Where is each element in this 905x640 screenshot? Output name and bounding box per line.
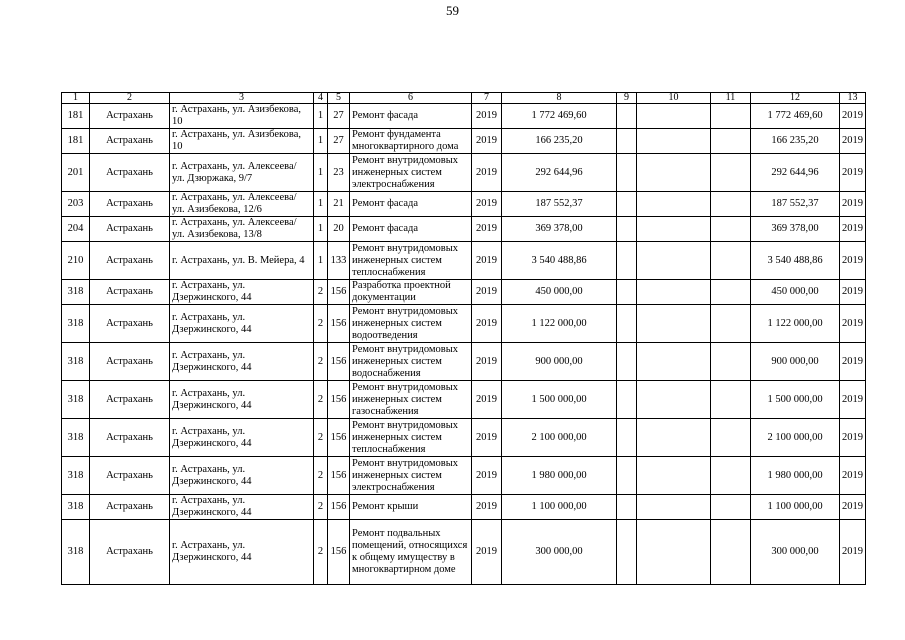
col9-cell	[617, 129, 637, 154]
work-type-cell: Ремонт внутридомовых инженерных систем теплоснабжения	[350, 242, 472, 280]
header-cell-1: 1	[62, 93, 90, 104]
col9-cell	[617, 343, 637, 381]
address-cell: г. Астрахань, ул. Азизбекова, 10	[170, 104, 314, 129]
col10-cell	[637, 192, 711, 217]
col10-cell	[637, 129, 711, 154]
col10-cell	[637, 154, 711, 192]
col10-cell	[637, 343, 711, 381]
col4-cell: 1	[314, 217, 328, 242]
work-type-cell: Ремонт подвальных помещений, относящихся к общему имуществу в многоквартирном доме	[350, 520, 472, 585]
final-year-cell: 2019	[840, 457, 866, 495]
table-row	[62, 217, 866, 242]
col5-cell: 156	[328, 419, 350, 457]
col4-cell: 2	[314, 381, 328, 419]
city-cell: Астрахань	[90, 129, 170, 154]
total-cell: 187 552,37	[751, 192, 840, 217]
table-row	[62, 242, 866, 280]
final-year-cell: 2019	[840, 343, 866, 381]
amount-cell: 1 122 000,00	[502, 305, 617, 343]
number-cell: 318	[62, 495, 90, 520]
header-cell-12: 12	[751, 93, 840, 104]
col11-cell	[711, 280, 751, 305]
amount-cell: 3 540 488,86	[502, 242, 617, 280]
year-cell: 2019	[472, 457, 502, 495]
col9-cell	[617, 495, 637, 520]
final-year-cell: 2019	[840, 192, 866, 217]
amount-cell: 450 000,00	[502, 280, 617, 305]
final-year-cell: 2019	[840, 381, 866, 419]
year-cell: 2019	[472, 495, 502, 520]
amount-cell: 1 980 000,00	[502, 457, 617, 495]
total-cell: 292 644,96	[751, 154, 840, 192]
table-row	[62, 495, 866, 520]
col11-cell	[711, 495, 751, 520]
table-row	[62, 104, 866, 129]
work-type-cell: Ремонт внутридомовых инженерных систем электроснабжения	[350, 154, 472, 192]
col9-cell	[617, 192, 637, 217]
number-cell: 318	[62, 457, 90, 495]
address-cell: г. Астрахань, ул. В. Мейера, 4	[170, 242, 314, 280]
number-cell: 181	[62, 104, 90, 129]
year-cell: 2019	[472, 129, 502, 154]
col11-cell	[711, 457, 751, 495]
header-row	[62, 93, 866, 104]
col4-cell: 2	[314, 520, 328, 585]
header-cell-5: 5	[328, 93, 350, 104]
amount-cell: 1 500 000,00	[502, 381, 617, 419]
col4-cell: 1	[314, 154, 328, 192]
table-row	[62, 419, 866, 457]
address-cell: г. Астрахань, ул. Алексеева/ ул. Азизбекова, 12/6	[170, 192, 314, 217]
number-cell: 318	[62, 419, 90, 457]
city-cell: Астрахань	[90, 104, 170, 129]
col10-cell	[637, 280, 711, 305]
col11-cell	[711, 192, 751, 217]
city-cell: Астрахань	[90, 381, 170, 419]
amount-cell: 300 000,00	[502, 520, 617, 585]
col10-cell	[637, 520, 711, 585]
total-cell: 1 122 000,00	[751, 305, 840, 343]
city-cell: Астрахань	[90, 192, 170, 217]
address-cell: г. Астрахань, ул. Дзержинского, 44	[170, 343, 314, 381]
number-cell: 203	[62, 192, 90, 217]
col9-cell	[617, 520, 637, 585]
table-row	[62, 343, 866, 381]
address-cell: г. Астрахань, ул. Дзержинского, 44	[170, 495, 314, 520]
header-cell-2: 2	[90, 93, 170, 104]
work-type-cell: Ремонт фасада	[350, 217, 472, 242]
total-cell: 166 235,20	[751, 129, 840, 154]
page-number: 59	[446, 3, 459, 18]
number-cell: 201	[62, 154, 90, 192]
number-cell: 181	[62, 129, 90, 154]
amount-cell: 1 772 469,60	[502, 104, 617, 129]
total-cell: 900 000,00	[751, 343, 840, 381]
col9-cell	[617, 381, 637, 419]
number-cell: 318	[62, 381, 90, 419]
col10-cell	[637, 104, 711, 129]
table-row	[62, 154, 866, 192]
final-year-cell: 2019	[840, 520, 866, 585]
final-year-cell: 2019	[840, 305, 866, 343]
amount-cell: 1 100 000,00	[502, 495, 617, 520]
header-cell-13: 13	[840, 93, 866, 104]
amount-cell: 166 235,20	[502, 129, 617, 154]
year-cell: 2019	[472, 280, 502, 305]
number-cell: 318	[62, 305, 90, 343]
header-cell-3: 3	[170, 93, 314, 104]
year-cell: 2019	[472, 192, 502, 217]
address-cell: г. Астрахань, ул. Алексеева/ ул. Дзюржака, 9/7	[170, 154, 314, 192]
work-type-cell: Ремонт крыши	[350, 495, 472, 520]
col11-cell	[711, 242, 751, 280]
number-cell: 318	[62, 280, 90, 305]
col4-cell: 1	[314, 129, 328, 154]
col5-cell: 156	[328, 457, 350, 495]
col5-cell: 21	[328, 192, 350, 217]
year-cell: 2019	[472, 419, 502, 457]
final-year-cell: 2019	[840, 129, 866, 154]
address-cell: г. Астрахань, ул. Алексеева/ ул. Азизбекова, 13/8	[170, 217, 314, 242]
total-cell: 1 500 000,00	[751, 381, 840, 419]
work-type-cell: Разработка проектной документации	[350, 280, 472, 305]
table-row	[62, 280, 866, 305]
col9-cell	[617, 104, 637, 129]
header-cell-11: 11	[711, 93, 751, 104]
address-cell: г. Астрахань, ул. Дзержинского, 44	[170, 457, 314, 495]
amount-cell: 292 644,96	[502, 154, 617, 192]
total-cell: 3 540 488,86	[751, 242, 840, 280]
work-type-cell: Ремонт фасада	[350, 192, 472, 217]
header-cell-9: 9	[617, 93, 637, 104]
year-cell: 2019	[472, 104, 502, 129]
table-row	[62, 129, 866, 154]
number-cell: 318	[62, 343, 90, 381]
city-cell: Астрахань	[90, 457, 170, 495]
col11-cell	[711, 129, 751, 154]
col4-cell: 1	[314, 104, 328, 129]
col10-cell	[637, 242, 711, 280]
col5-cell: 156	[328, 495, 350, 520]
year-cell: 2019	[472, 242, 502, 280]
col5-cell: 23	[328, 154, 350, 192]
final-year-cell: 2019	[840, 154, 866, 192]
col4-cell: 2	[314, 280, 328, 305]
table-row	[62, 457, 866, 495]
city-cell: Астрахань	[90, 217, 170, 242]
col10-cell	[637, 457, 711, 495]
city-cell: Астрахань	[90, 280, 170, 305]
col11-cell	[711, 520, 751, 585]
col5-cell: 27	[328, 104, 350, 129]
col5-cell: 27	[328, 129, 350, 154]
total-cell: 1 980 000,00	[751, 457, 840, 495]
year-cell: 2019	[472, 343, 502, 381]
col9-cell	[617, 154, 637, 192]
col4-cell: 1	[314, 242, 328, 280]
year-cell: 2019	[472, 381, 502, 419]
amount-cell: 2 100 000,00	[502, 419, 617, 457]
col10-cell	[637, 305, 711, 343]
work-type-cell: Ремонт внутридомовых инженерных систем газоснабжения	[350, 381, 472, 419]
year-cell: 2019	[472, 154, 502, 192]
table-row	[62, 520, 866, 585]
final-year-cell: 2019	[840, 280, 866, 305]
col4-cell: 2	[314, 343, 328, 381]
total-cell: 300 000,00	[751, 520, 840, 585]
year-cell: 2019	[472, 520, 502, 585]
col5-cell: 156	[328, 305, 350, 343]
city-cell: Астрахань	[90, 154, 170, 192]
work-type-cell: Ремонт внутридомовых инженерных систем теплоснабжения	[350, 419, 472, 457]
work-type-cell: Ремонт фундамента многоквартирного дома	[350, 129, 472, 154]
header-cell-8: 8	[502, 93, 617, 104]
year-cell: 2019	[472, 217, 502, 242]
address-cell: г. Астрахань, ул. Дзержинского, 44	[170, 520, 314, 585]
amount-cell: 369 378,00	[502, 217, 617, 242]
address-cell: г. Астрахань, ул. Дзержинского, 44	[170, 305, 314, 343]
work-type-cell: Ремонт фасада	[350, 104, 472, 129]
number-cell: 318	[62, 520, 90, 585]
amount-cell: 900 000,00	[502, 343, 617, 381]
city-cell: Астрахань	[90, 305, 170, 343]
col11-cell	[711, 154, 751, 192]
total-cell: 450 000,00	[751, 280, 840, 305]
col4-cell: 2	[314, 495, 328, 520]
total-cell: 2 100 000,00	[751, 419, 840, 457]
year-cell: 2019	[472, 305, 502, 343]
col10-cell	[637, 217, 711, 242]
col5-cell: 156	[328, 381, 350, 419]
col11-cell	[711, 381, 751, 419]
final-year-cell: 2019	[840, 495, 866, 520]
program-table	[61, 92, 866, 585]
number-cell: 204	[62, 217, 90, 242]
total-cell: 369 378,00	[751, 217, 840, 242]
city-cell: Астрахань	[90, 242, 170, 280]
total-cell: 1 100 000,00	[751, 495, 840, 520]
header-cell-10: 10	[637, 93, 711, 104]
city-cell: Астрахань	[90, 495, 170, 520]
col10-cell	[637, 381, 711, 419]
city-cell: Астрахань	[90, 520, 170, 585]
col4-cell: 1	[314, 192, 328, 217]
address-cell: г. Астрахань, ул. Азизбекова, 10	[170, 129, 314, 154]
col5-cell: 133	[328, 242, 350, 280]
table-row	[62, 381, 866, 419]
work-type-cell: Ремонт внутридомовых инженерных систем водоотведения	[350, 305, 472, 343]
col5-cell: 156	[328, 280, 350, 305]
col4-cell: 2	[314, 305, 328, 343]
city-cell: Астрахань	[90, 419, 170, 457]
work-type-cell: Ремонт внутридомовых инженерных систем электроснабжения	[350, 457, 472, 495]
header-cell-6: 6	[350, 93, 472, 104]
col5-cell: 156	[328, 343, 350, 381]
col11-cell	[711, 343, 751, 381]
col11-cell	[711, 104, 751, 129]
col11-cell	[711, 419, 751, 457]
col10-cell	[637, 419, 711, 457]
col9-cell	[617, 457, 637, 495]
col5-cell: 156	[328, 520, 350, 585]
col10-cell	[637, 495, 711, 520]
col4-cell: 2	[314, 419, 328, 457]
col11-cell	[711, 305, 751, 343]
address-cell: г. Астрахань, ул. Дзержинского, 44	[170, 280, 314, 305]
header-cell-4: 4	[314, 93, 328, 104]
number-cell: 210	[62, 242, 90, 280]
final-year-cell: 2019	[840, 419, 866, 457]
table-row	[62, 192, 866, 217]
col9-cell	[617, 280, 637, 305]
col9-cell	[617, 419, 637, 457]
col5-cell: 20	[328, 217, 350, 242]
table-row	[62, 305, 866, 343]
col9-cell	[617, 242, 637, 280]
city-cell: Астрахань	[90, 343, 170, 381]
address-cell: г. Астрахань, ул. Дзержинского, 44	[170, 419, 314, 457]
work-type-cell: Ремонт внутридомовых инженерных систем водоснабжения	[350, 343, 472, 381]
final-year-cell: 2019	[840, 242, 866, 280]
total-cell: 1 772 469,60	[751, 104, 840, 129]
amount-cell: 187 552,37	[502, 192, 617, 217]
col11-cell	[711, 217, 751, 242]
col4-cell: 2	[314, 457, 328, 495]
final-year-cell: 2019	[840, 104, 866, 129]
address-cell: г. Астрахань, ул. Дзержинского, 44	[170, 381, 314, 419]
col9-cell	[617, 305, 637, 343]
header-cell-7: 7	[472, 93, 502, 104]
final-year-cell: 2019	[840, 217, 866, 242]
col9-cell	[617, 217, 637, 242]
